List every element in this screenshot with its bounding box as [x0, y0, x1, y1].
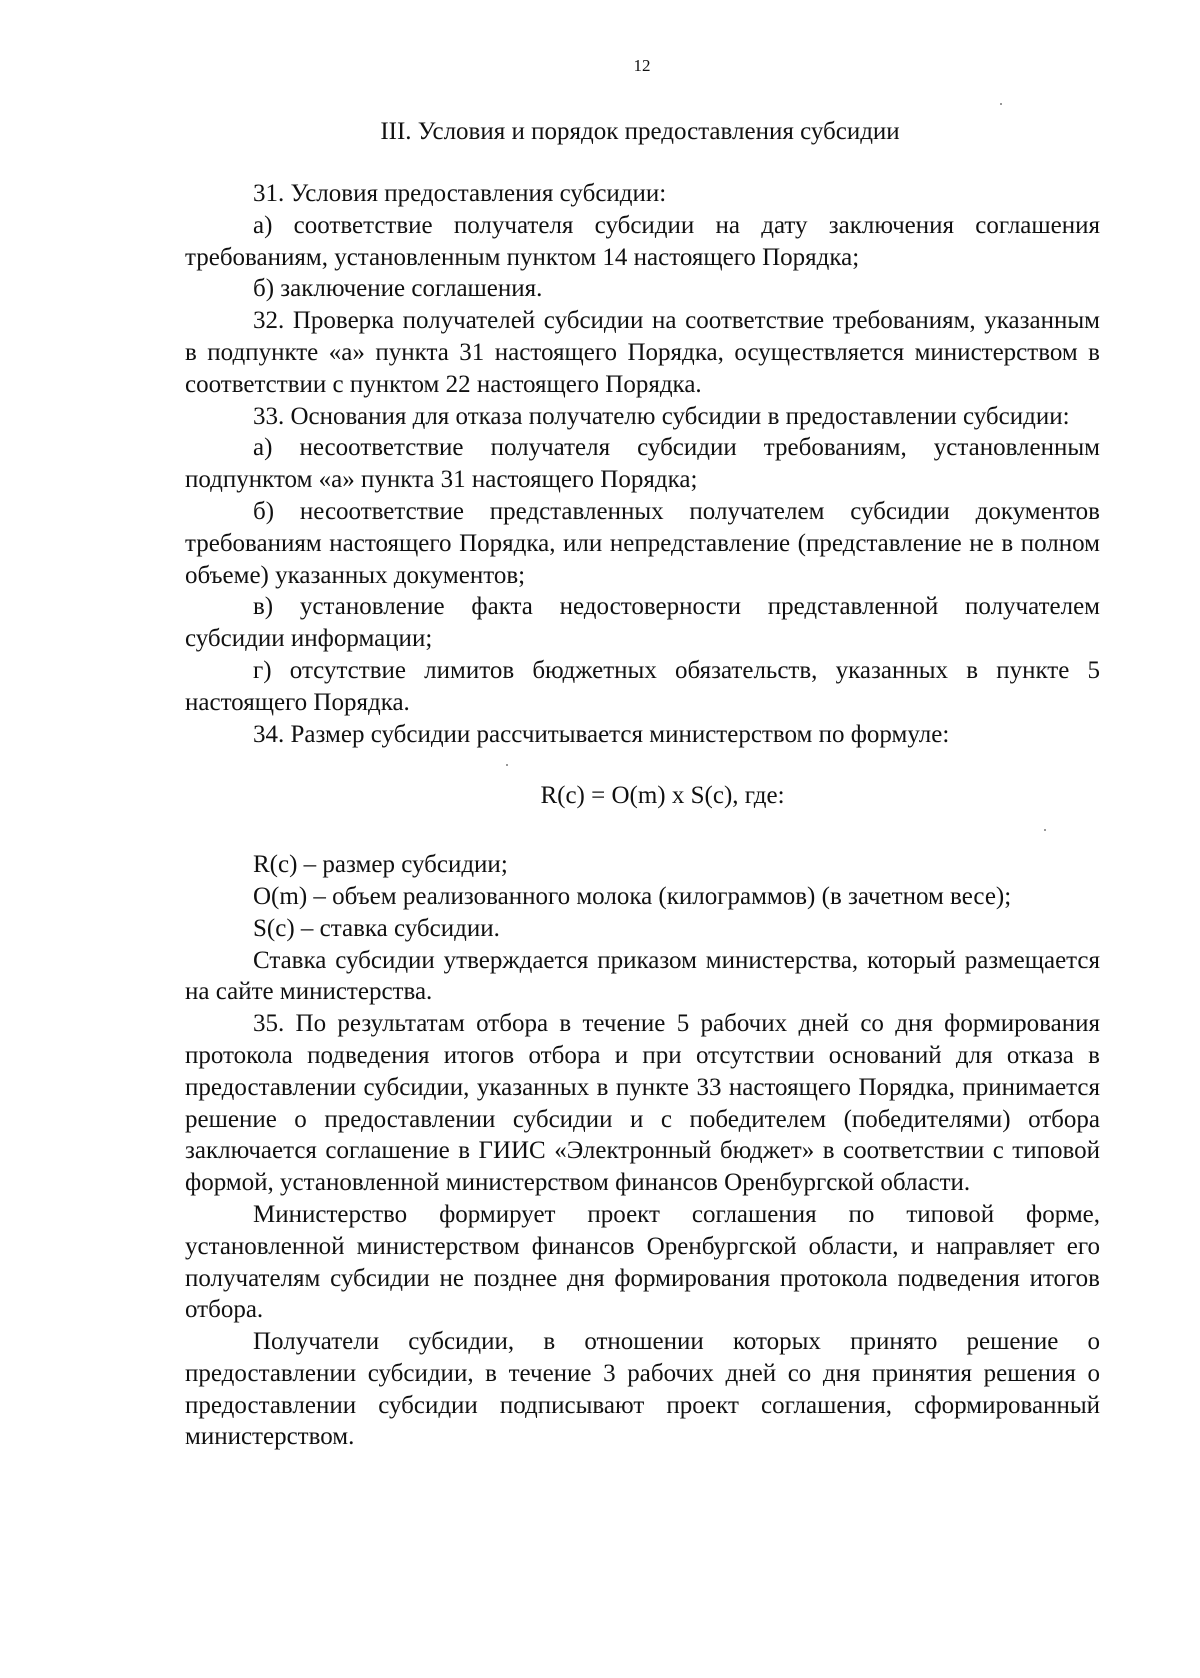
- subsidy-formula: R(c) = O(m) x S(c), где:: [540, 782, 785, 810]
- definition-rc: R(c) – размер субсидии;: [253, 851, 508, 879]
- scan-speck: [1000, 103, 1002, 105]
- paragraph-34: 34. Размер субсидии рассчитывается министерством по формуле:: [253, 720, 950, 748]
- section-title: III. Условия и порядок предоставления субсидии: [380, 118, 900, 145]
- paragraph-31: 31. Условия предоставления субсидии:: [253, 180, 667, 207]
- paragraph-33-g: г) отсутствие лимитов бюджетных обязательств, указанных в пункте 5 настоящего Порядка.: [185, 656, 1100, 716]
- paragraph-recipients-sign: Получатели субсидии, в отношении которых принято решение о предоставлении субсидии, в течение 3 рабочих дней со дня принятия решения о предоставлении субсидии подписывают проект соглашения, сформированный министерством.: [185, 1328, 1100, 1451]
- paragraph-32: 32. Проверка получателей субсидии на соответствие требованиям, указанным в подпункте «а» пункта 31 настоящего Порядка, осуществляется министерством в соответствии с пунктом 22 настоящего Порядка.: [185, 307, 1100, 398]
- paragraph-31-a: а) соответствие получателя субсидии на дату заключения соглашения требованиям, установленным пунктом 14 настоящего Порядка;: [185, 211, 1100, 271]
- paragraph-31-b: б) заключение соглашения.: [253, 275, 543, 303]
- document-body: [185, 178, 1100, 1453]
- page-number: 12: [633, 56, 651, 75]
- scan-speck: [1044, 829, 1046, 831]
- paragraph-ministry-draft: Министерство формирует проект соглашения по типовой форме, установленной министерством финансов Оренбургской области, и направляет его получателям субсидии не позднее дня формирования протокола подведения итогов отбора.: [185, 1200, 1100, 1324]
- paragraph-33-a: а) несоответствие получателя субсидии требованиям, установленным подпунктом «а» пункта 31 настоящего Порядка;: [185, 434, 1100, 494]
- paragraph-35: 35. По результатам отбора в течение 5 рабочих дней со дня формирования протокола подведения итогов отбора и при отсутствии оснований для отказа в предоставлении субсидии, указанных в пункте 33 настоящего Порядка, принимается решение о предоставлении субсидии и с победителем (победителями) отбора заключается соглашение в ГИИС «Электронный бюджет» в соответствии с типовой формой, установленной министерством финансов Оренбургской области.: [185, 1010, 1100, 1197]
- paragraph-33-b: б) несоответствие представленных получателем субсидии документов требованиям настоящего Порядка, или непредставление (представление не в полном объеме) указанных документов;: [185, 497, 1100, 589]
- paragraph-rate: Ставка субсидии утверждается приказом министерства, который размещается на сайте министерства.: [185, 946, 1100, 1006]
- paragraph-33: 33. Основания для отказа получателю субсидии в предоставлении субсидии:: [253, 402, 1070, 430]
- paragraph-33-v: в) установление факта недостоверности представленной получателем субсидии информации;: [185, 593, 1100, 653]
- definition-om: O(m) – объем реализованного молока (килограммов) (в зачетном весе);: [253, 882, 1012, 910]
- definition-sc: S(c) – ставка субсидии.: [253, 914, 500, 942]
- scan-speck: [506, 764, 508, 766]
